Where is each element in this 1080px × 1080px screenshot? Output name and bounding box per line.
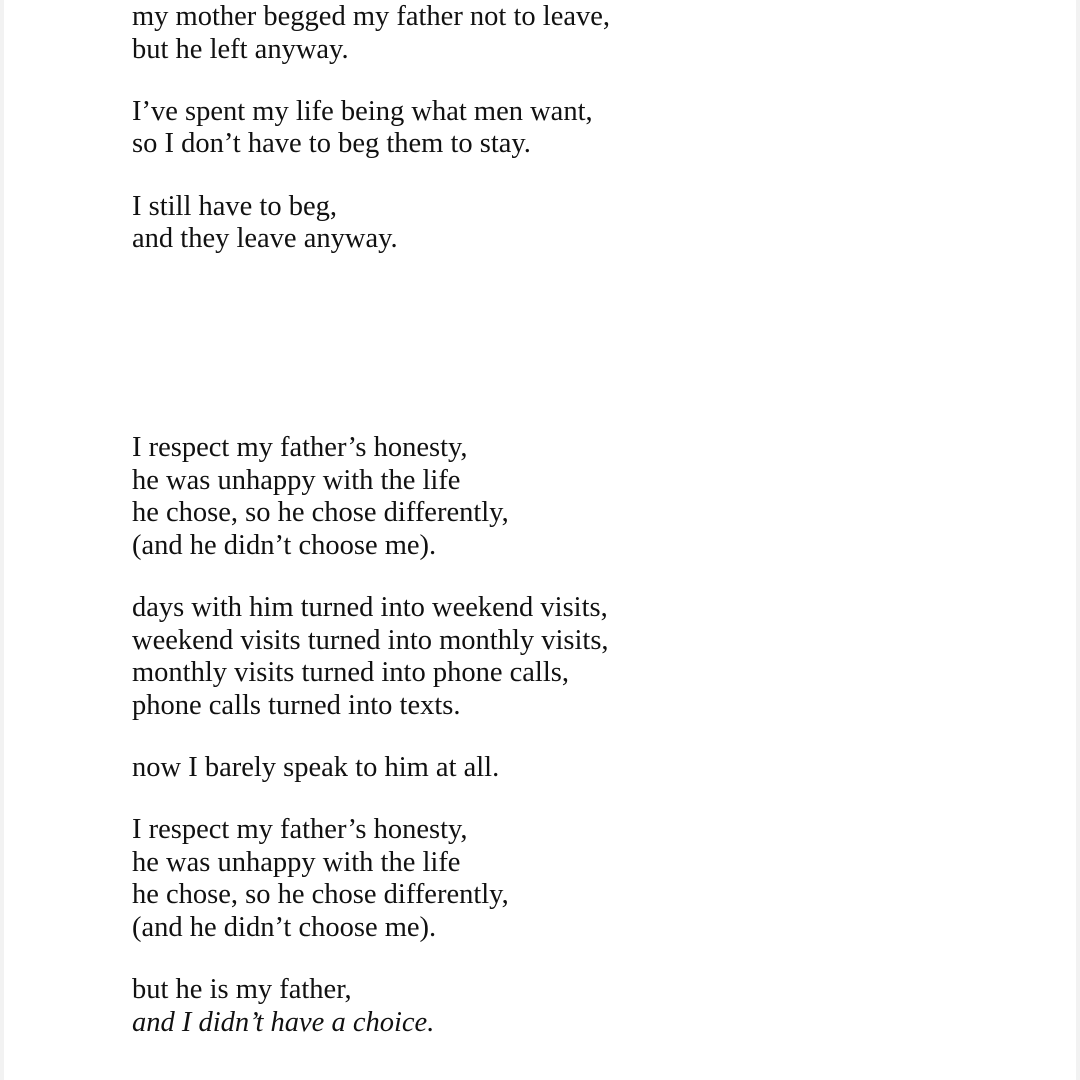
stanza xyxy=(132,592,609,722)
poem-line: so I don’t have to beg them to stay. xyxy=(132,128,531,160)
poem-line: my mother begged my father not to leave, xyxy=(132,1,611,32)
poem-line: he was unhappy with the life xyxy=(132,846,461,878)
poem-line: he chose, so he chose differently, xyxy=(132,497,509,529)
document-page xyxy=(4,0,1076,1080)
poem-line: monthly visits turned into phone calls, xyxy=(132,657,569,689)
poem-line: he chose, so he chose differently, xyxy=(132,879,509,911)
poem-line: (and he didn’t choose me). xyxy=(132,911,437,943)
poem-line: and they leave anyway. xyxy=(132,223,398,255)
poem-line-italic: and I didn’t have a choice. xyxy=(132,1006,435,1038)
poem-line: I respect my father’s honesty, xyxy=(132,814,468,846)
poem-line: phone calls turned into texts. xyxy=(132,689,461,721)
stanza xyxy=(132,96,610,161)
poem-line: but he left anyway. xyxy=(132,33,349,65)
poem-line: (and he didn’t choose me). xyxy=(132,529,437,561)
stanza xyxy=(132,1,610,66)
poem-line: I still have to beg, xyxy=(132,190,337,222)
poem-top xyxy=(132,1,610,285)
poem-line: now I barely speak to him at all. xyxy=(132,751,500,783)
poem-line: days with him turned into weekend visits, xyxy=(132,591,608,623)
stanza xyxy=(132,432,609,562)
stanza xyxy=(132,191,610,256)
stanza xyxy=(132,752,609,785)
poem-line: I’ve spent my life being what men want, xyxy=(132,95,593,127)
poem-line: weekend visits turned into monthly visits, xyxy=(132,624,609,656)
poem-line: I respect my father’s honesty, xyxy=(132,432,468,463)
poem-line: he was unhappy with the life xyxy=(132,464,461,496)
poem-bottom xyxy=(132,432,609,1069)
stanza xyxy=(132,974,609,1039)
poem-line: but he is my father, xyxy=(132,974,352,1006)
stanza xyxy=(132,814,609,944)
